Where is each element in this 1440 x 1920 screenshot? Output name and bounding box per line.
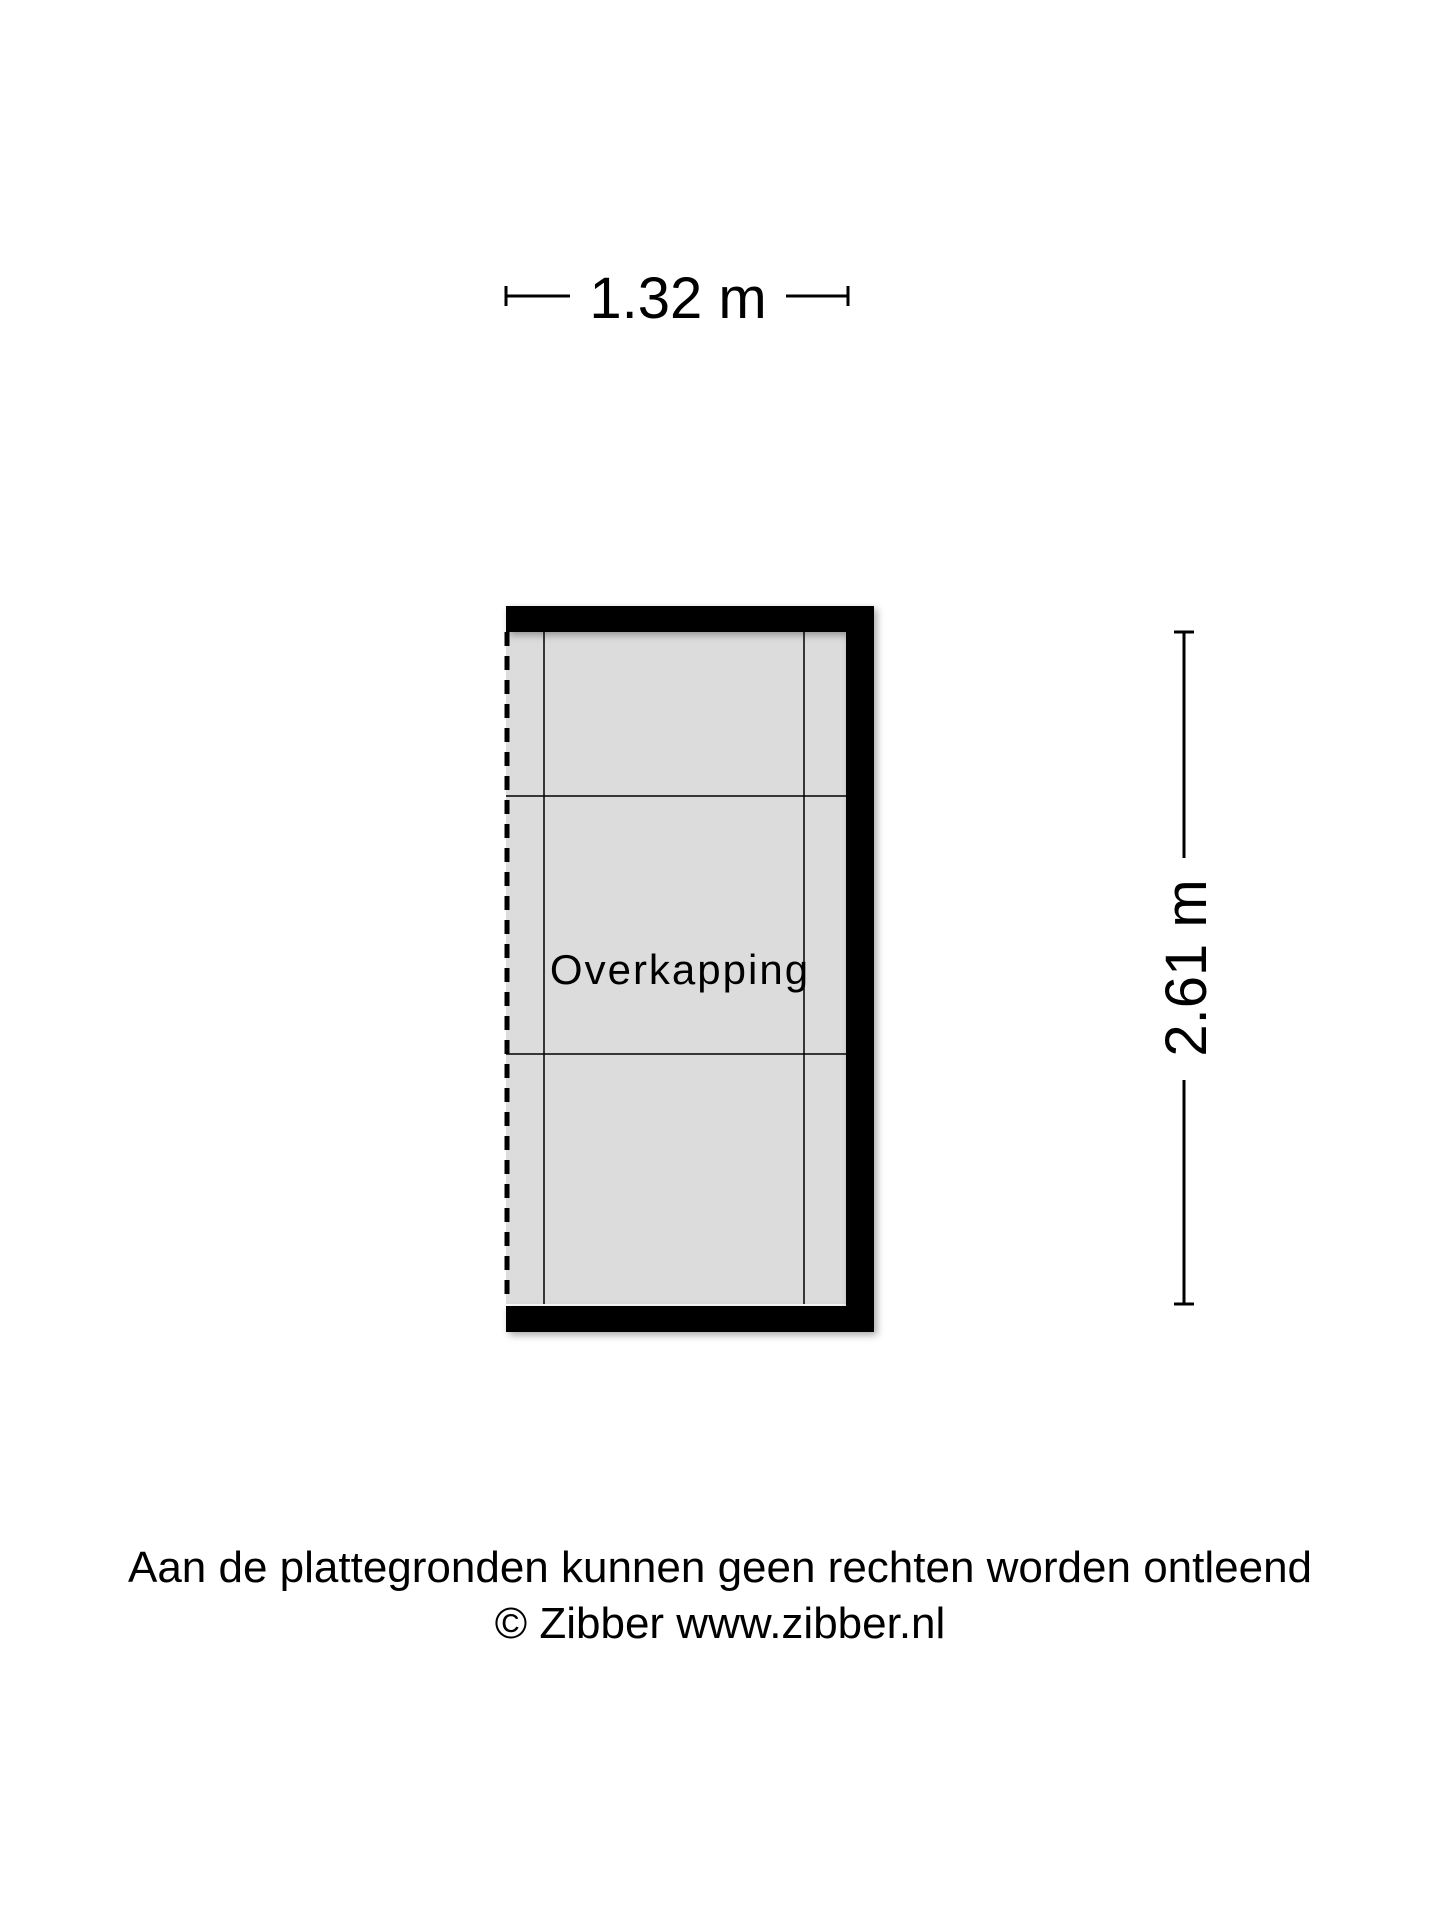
footer bbox=[0, 1540, 1440, 1652]
wall-bottom bbox=[506, 1306, 874, 1332]
height-dimension-label: 2.61 m bbox=[1154, 879, 1219, 1057]
room-label: Overkapping bbox=[549, 946, 811, 993]
copyright-text: © Zibber www.zibber.nl bbox=[494, 1599, 946, 1648]
height-dimension bbox=[1154, 632, 1219, 1304]
width-dimension bbox=[506, 266, 848, 331]
wall-top bbox=[506, 606, 874, 632]
disclaimer-text: Aan de plattegronden kunnen geen rechten worden ontleend bbox=[127, 1543, 1313, 1592]
width-dimension-label: 1.32 m bbox=[589, 266, 767, 331]
wall-right bbox=[846, 606, 874, 1332]
